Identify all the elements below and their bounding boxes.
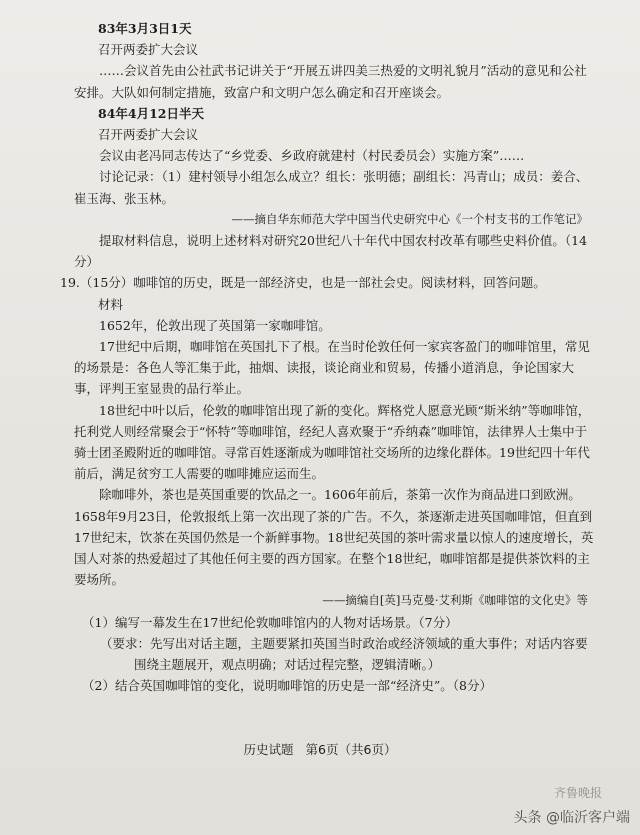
- sub-question-1: （1）编写一幕发生在17世纪伦敦咖啡馆内的人物对话场景。（7分）: [82, 614, 458, 630]
- sub-question-2: （2）结合英国咖啡馆的变化，说明咖啡馆的历史是一部“经济史”。（8分）: [82, 678, 492, 694]
- source-citation-2: ——摘编自[英]马克曼·艾利斯《咖啡馆的文化史》等: [322, 593, 588, 608]
- watermark-text: 头条 @临沂客户端: [513, 810, 630, 826]
- meeting-notes-1: ……会议首先由公社武书记讲关于“开展五讲四美三热爱的文明礼貌月”活动的意见和公社安排。大队如何制定措施，致富户和文明户怎么确定和召开座谈会。: [74, 63, 587, 100]
- material-para-3: 18世纪中叶以后，伦敦的咖啡馆出现了新的变化。辉格党人愿意光顾“斯米纳”等咖啡馆，托利党人则经常聚会于“怀特”等咖啡馆，经纪人喜欢聚于“乔纳森”咖啡馆，法律界人士集中于骑士团圣殿附近的咖啡馆。寻常百姓逐渐成为咖啡馆社交场所的边缘化群体。19世纪四十年代前后，满足贫穷工人需要的咖啡摊应运而生。: [74, 402, 591, 482]
- requirement-line-2: 围绕主题展开，观点明确；对话过程完整，逻辑清晰。）: [134, 657, 441, 673]
- entry-date-2: 84年4月12日半天: [98, 105, 204, 121]
- material-label: 材料: [98, 296, 124, 312]
- watermark-logo: 齐鲁晚报: [553, 786, 602, 800]
- material-para-2: 17世纪中后期，咖啡馆在英国扎下了根。在当时伦敦任何一家宾客盈门的咖啡馆里，常见的场景是：各色人等汇集于此，抽烟、读报，谈论商业和贸易，传播小道消息，争论国家大事，评判王室显贵的品行举止。: [74, 339, 590, 397]
- source-citation-1: ——摘自华东师范大学中国当代史研究中心《一个村支书的工作笔记》: [231, 211, 588, 226]
- footer-page-number: 第6页（共6页）: [305, 742, 397, 757]
- footer-subject: 历史试题: [243, 742, 294, 757]
- watermark: [514, 807, 630, 827]
- meeting-notes-2: 会议由老冯同志传达了“乡党委、乡政府就建村（村民委员会）实施方案”……: [99, 148, 525, 164]
- meeting-title-1: 召开两委扩大会议: [98, 42, 199, 58]
- question-prompt-1: 提取材料信息，说明上述材料对研究20世纪八十年代中国农村改革有哪些史料价值。（14分）: [74, 233, 588, 270]
- discussion-record: 讨论记录：（1）建村领导小组怎么成立？组长：张明德；副组长：冯青山；成员：姜合、崔玉海、张玉林。: [74, 169, 589, 206]
- material-para-1: 1652年，伦敦出现了英国第一家咖啡馆。: [99, 317, 331, 333]
- question-19-title: 19.（15分）咖啡馆的历史，既是一部经济史，也是一部社会史。阅读材料，回答问题。: [60, 275, 546, 291]
- page-footer: [0, 740, 640, 758]
- meeting-title-2: 召开两委扩大会议: [98, 127, 199, 143]
- requirement-line-1: （要求：先写出对话主题，主题要紧扣英国当时政治或经济领域的重大事件；对话内容要: [100, 635, 588, 651]
- page-content: [60, 18, 594, 697]
- entry-date-1: 83年3月3日1天: [98, 21, 192, 36]
- material-para-4: 除咖啡外，茶也是英国重要的饮品之一。1606年前后，茶第一次作为商品进口到欧洲。1658年9月23日，伦敦报纸上第一次出现了茶的广告。不久，茶逐渐走进英国咖啡馆，但直到17世纪末，饮茶在英国仍然是一个新鲜事物。18世纪英国的茶叶需求量以惊人的速度增长，英国人对茶的热爱超过了其他任何主要的西方国家。在整个18世纪，咖啡馆都是提供茶饮料的主要场所。: [74, 487, 594, 588]
